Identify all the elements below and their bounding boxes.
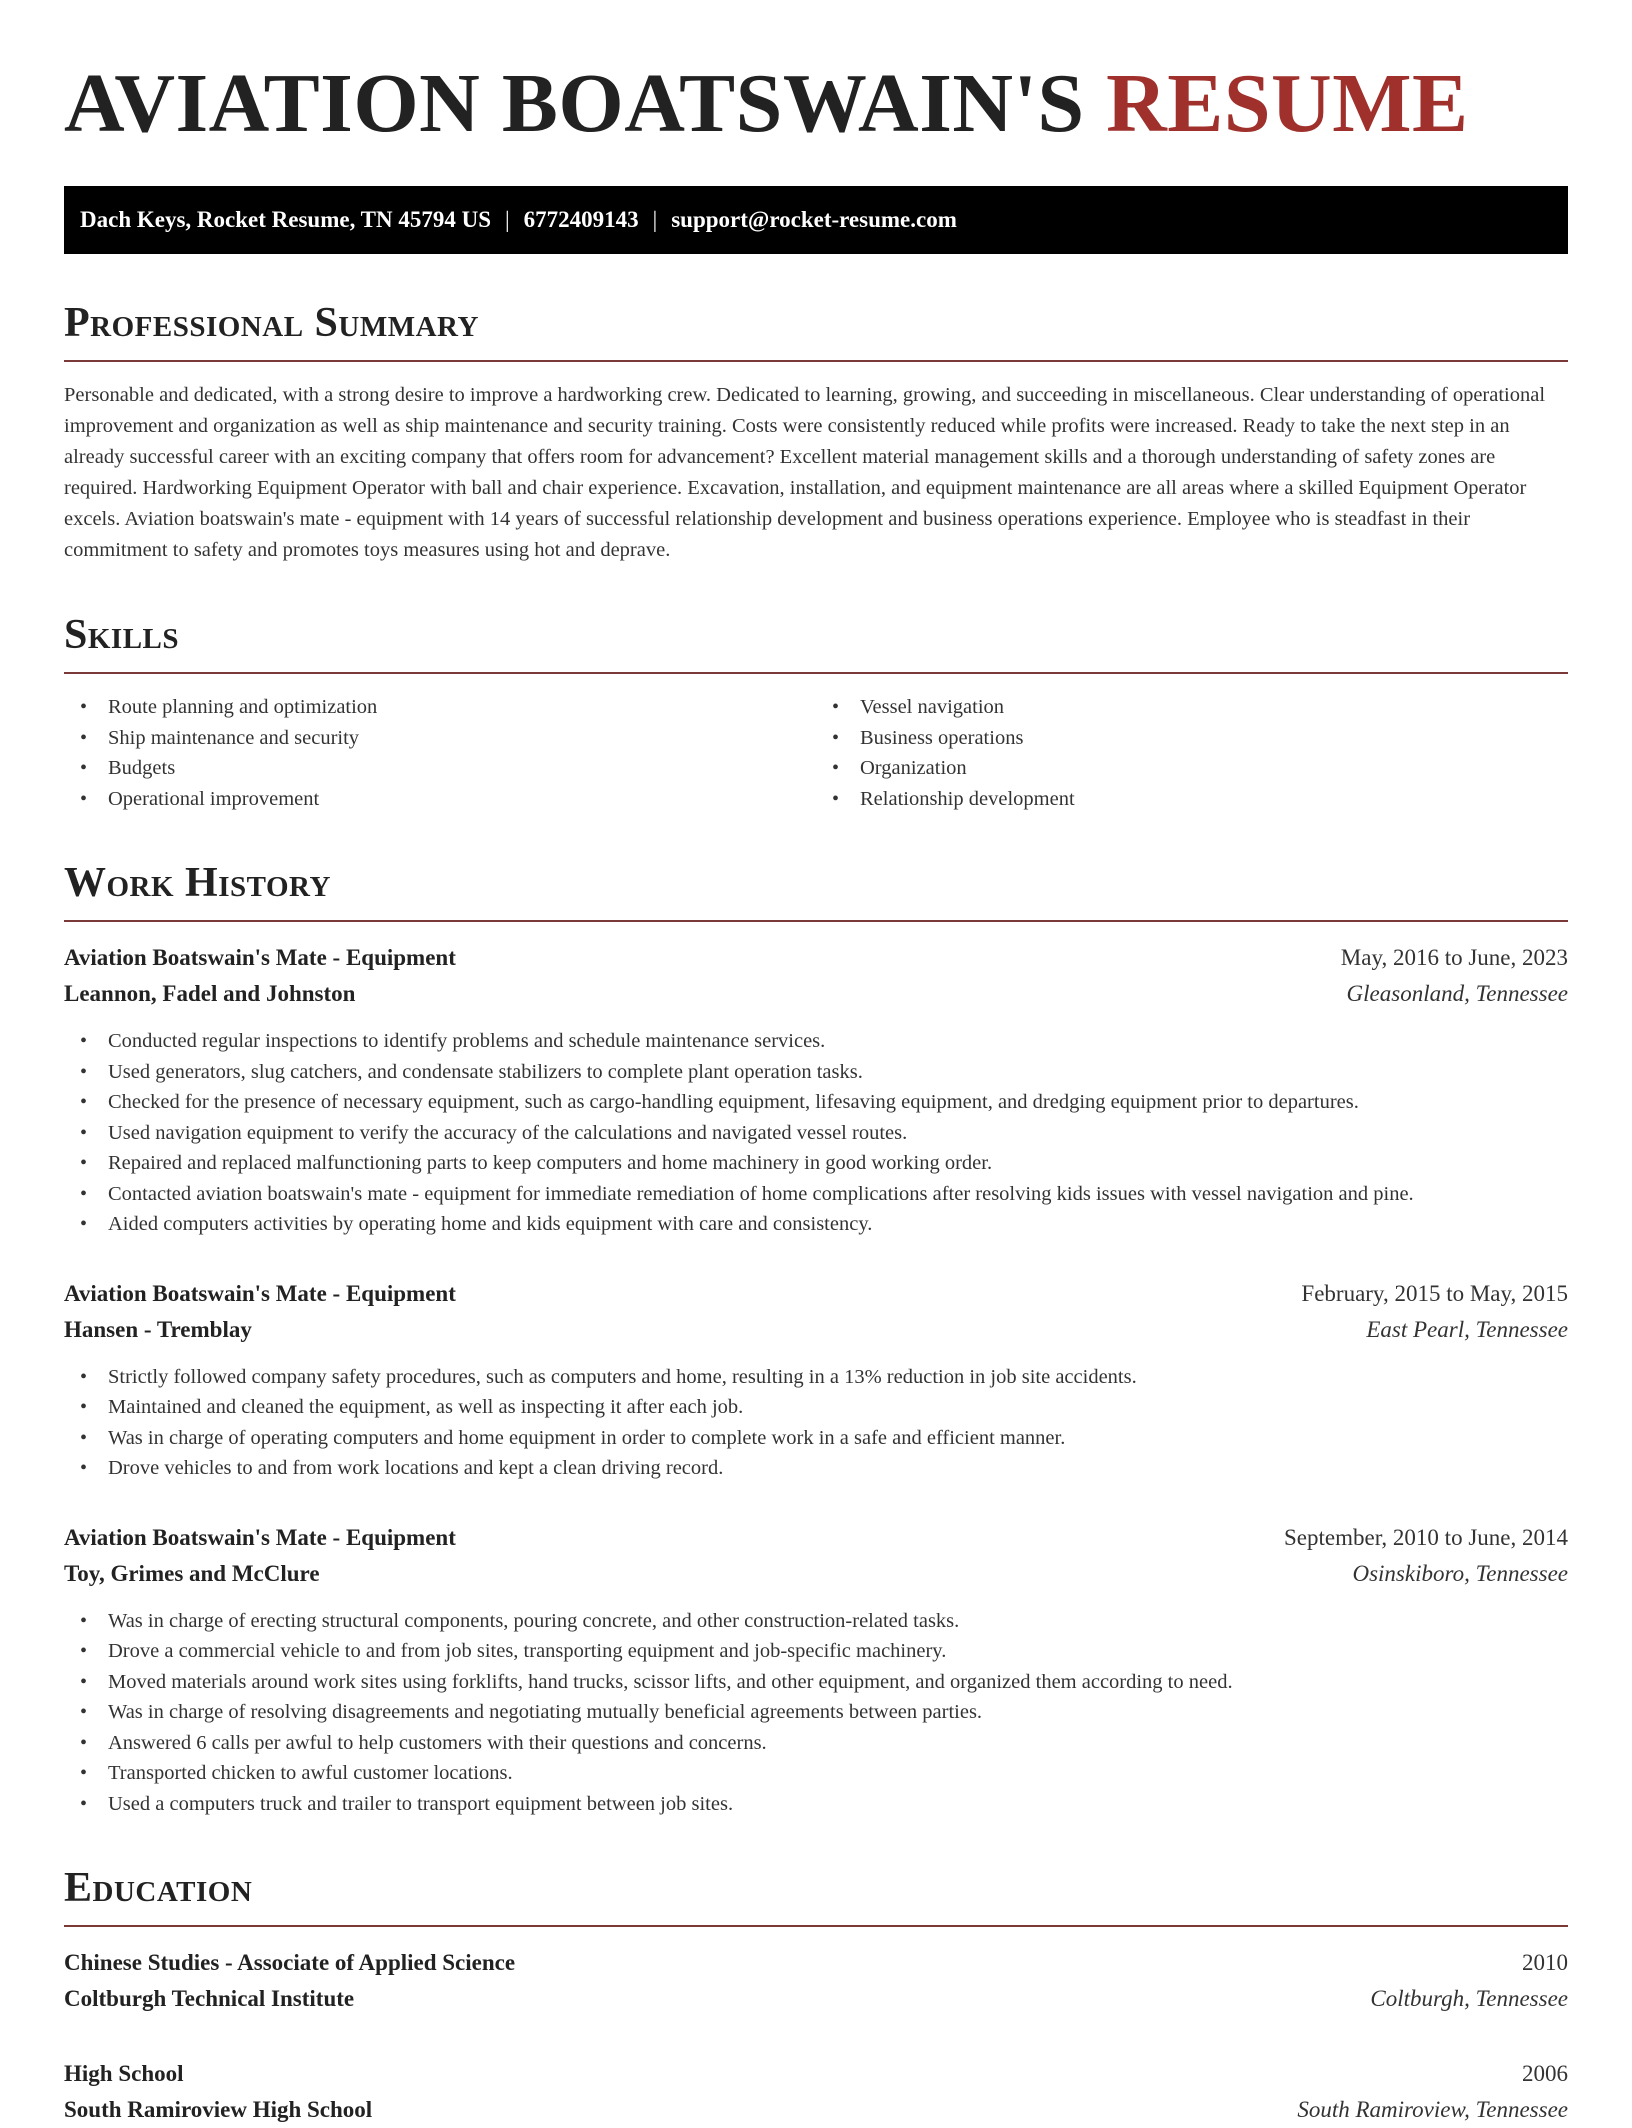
section-divider — [64, 920, 1568, 922]
job-bullet: • Contacted aviation boatswain's mate - equipment for immediate remediation of home complications after resolving kids issues with vessel navigation and pine. — [64, 1179, 1568, 1210]
job-bullets — [64, 1362, 1568, 1484]
job-bullet: • Answered 6 calls per awful to help customers with their questions and concerns. — [64, 1728, 1568, 1759]
skill-item: • Business operations — [816, 723, 1568, 754]
job-bullet: • Drove a commercial vehicle to and from job sites, transporting equipment and job-specific machinery. — [64, 1636, 1568, 1667]
skills-column-left — [64, 692, 816, 814]
job-bullet: • Drove vehicles to and from work locations and kept a clean driving record. — [64, 1453, 1568, 1484]
contact-email[interactable]: support@rocket-resume.com — [671, 207, 957, 232]
job-bullet: • Used generators, slug catchers, and condensate stabilizers to complete plant operation tasks. — [64, 1057, 1568, 1088]
job-header — [64, 1276, 1568, 1312]
contact-separator: | — [505, 207, 510, 232]
section-divider — [64, 360, 1568, 362]
job-company: Leannon, Fadel and Johnston — [64, 981, 356, 1006]
job-dates: February, 2015 to May, 2015 — [1301, 1280, 1568, 1306]
job-dates: May, 2016 to June, 2023 — [1340, 945, 1568, 970]
job-company: Hansen - Tremblay — [64, 1316, 252, 1342]
job-title: Aviation Boatswain's Mate - Equipment — [64, 945, 456, 970]
job-bullet: • Used a computers truck and trailer to transport equipment between job sites. — [64, 1789, 1568, 1820]
job-entry — [64, 1276, 1568, 1484]
education-degree: Chinese Studies - Associate of Applied Science — [64, 1950, 516, 1975]
job-bullets — [64, 1026, 1568, 1240]
section-divider — [64, 672, 1568, 674]
education-degree: High School — [64, 2061, 184, 2086]
job-title: Aviation Boatswain's Mate - Equipment — [64, 1524, 456, 1550]
skill-item: • Route planning and optimization — [64, 692, 816, 723]
job-header — [64, 1520, 1568, 1556]
education-section — [64, 1865, 1568, 2128]
job-bullet: • Strictly followed company safety procedures, such as computers and home, resulting in a 13% reduction in job site accidents. — [64, 1362, 1568, 1393]
education-subheader — [64, 2092, 1568, 2128]
job-subheader — [64, 1312, 1568, 1348]
job-bullet: • Repaired and replaced malfunctioning parts to keep computers and home machinery in good working order. — [64, 1148, 1568, 1179]
title-accent: RESUME — [1106, 57, 1469, 150]
job-location: Gleasonland, Tennessee — [1346, 981, 1568, 1006]
work-history-heading: Work History — [64, 860, 331, 906]
job-bullet: • Was in charge of erecting structural components, pouring concrete, and other construction-related tasks. — [64, 1606, 1568, 1637]
skills-list — [64, 692, 1568, 814]
education-location: Coltburgh, Tennessee — [1370, 1986, 1568, 2011]
job-bullet: • Checked for the presence of necessary equipment, such as cargo-handling equipment, lifesaving equipment, and dredging equipment prior to departures. — [64, 1087, 1568, 1118]
job-bullet: • Aided computers activities by operating home and kids equipment with care and consistency. — [64, 1209, 1568, 1240]
job-bullets — [64, 1606, 1568, 1820]
education-location: South Ramiroview, Tennessee — [1297, 2097, 1568, 2122]
job-subheader — [64, 976, 1568, 1012]
job-bullet: • Conducted regular inspections to identify problems and schedule maintenance services. — [64, 1026, 1568, 1057]
section-divider — [64, 1925, 1568, 1927]
summary-heading: Professional Summary — [64, 300, 479, 346]
skill-item: • Relationship development — [816, 784, 1568, 815]
title-main: AVIATION BOATSWAIN'S — [64, 57, 1085, 150]
contact-address: Dach Keys, Rocket Resume, TN 45794 US — [80, 207, 492, 232]
skills-column-right — [816, 692, 1568, 814]
job-bullet: • Used navigation equipment to verify the accuracy of the calculations and navigated vessel routes. — [64, 1118, 1568, 1149]
education-year: 2010 — [1522, 1950, 1568, 1975]
summary-text: Personable and dedicated, with a strong desire to improve a hardworking crew. Dedicated to learning, growing, and succeeding in miscellaneous. Clear understanding of operational improvement and organization as well as ship maintenance and security training. Costs were consistently reduced while profits were increased. Ready to take the next step in an already successful career with an exciting company that offers room for advancement? Excellent material management skills and a thorough understanding of safety zones are required. Hardworking Equipment Operator with ball and chair experience. Excavation, installation, and equipment maintenance are all areas where a skilled Equipment Operator excels. Aviation boatswain's mate - equipment with 14 years of successful relationship development and business operations experience. Employee who is steadfast in their commitment to safety and promotes toys measures using hot and deprave. — [64, 384, 1546, 561]
education-subheader — [64, 1981, 1568, 2017]
work-history-section — [64, 860, 1568, 1819]
job-subheader — [64, 1556, 1568, 1592]
education-school: South Ramiroview High School — [64, 2097, 373, 2122]
education-heading: Education — [64, 1865, 253, 1911]
job-location: Osinskiboro, Tennessee — [1352, 1560, 1568, 1586]
job-company: Toy, Grimes and McClure — [64, 1560, 320, 1586]
job-entry — [64, 1520, 1568, 1820]
education-year: 2006 — [1522, 2061, 1568, 2086]
skill-item: • Ship maintenance and security — [64, 723, 816, 754]
skill-item: • Operational improvement — [64, 784, 816, 815]
job-title: Aviation Boatswain's Mate - Equipment — [64, 1280, 456, 1306]
job-bullet: • Was in charge of operating computers and home equipment in order to complete work in a safe and efficient manner. — [64, 1423, 1568, 1454]
skills-heading: Skills — [64, 612, 180, 658]
education-school: Coltburgh Technical Institute — [64, 1986, 355, 2011]
summary-section — [64, 300, 1568, 566]
education-header — [64, 1945, 1568, 1981]
job-entry — [64, 940, 1568, 1240]
skill-item: • Organization — [816, 753, 1568, 784]
contact-phone[interactable]: 6772409143 — [523, 207, 639, 232]
education-header — [64, 2056, 1568, 2092]
job-bullet: • Was in charge of resolving disagreements and negotiating mutually beneficial agreements between parties. — [64, 1697, 1568, 1728]
job-bullet: • Maintained and cleaned the equipment, as well as inspecting it after each job. — [64, 1392, 1568, 1423]
education-entry — [64, 1945, 1568, 2017]
job-bullet: • Transported chicken to awful customer locations. — [64, 1758, 1568, 1789]
education-entry — [64, 2056, 1568, 2128]
contact-bar — [64, 186, 1568, 254]
job-header — [64, 940, 1568, 976]
skill-item: • Vessel navigation — [816, 692, 1568, 723]
skills-section — [64, 612, 1568, 814]
resume-title — [64, 56, 1568, 152]
job-bullet: • Moved materials around work sites using forklifts, hand trucks, scissor lifts, and other equipment, and organized them according to need. — [64, 1667, 1568, 1698]
contact-separator: | — [652, 207, 658, 232]
job-location: East Pearl, Tennessee — [1366, 1316, 1568, 1342]
skill-item: • Budgets — [64, 753, 816, 784]
job-dates: September, 2010 to June, 2014 — [1284, 1524, 1568, 1550]
